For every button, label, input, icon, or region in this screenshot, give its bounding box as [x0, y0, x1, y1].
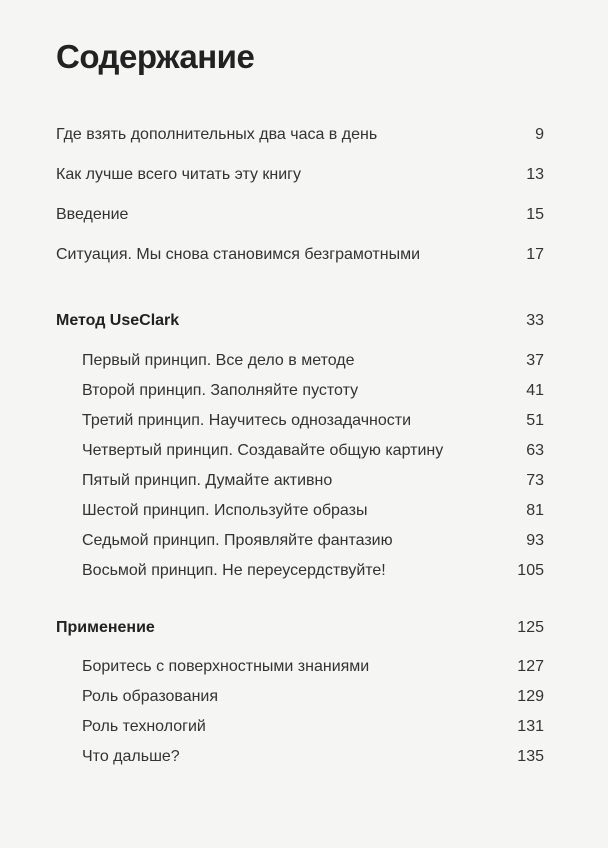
toc-entry-label: Четвертый принцип. Создавайте общую картину: [82, 442, 444, 459]
toc-entry[interactable]: [0, 243, 608, 267]
toc-section-label: Метод UseClark: [56, 312, 180, 329]
toc-entry[interactable]: [0, 529, 608, 553]
toc-entry-page: 105: [517, 562, 544, 579]
toc-entry-page: 51: [526, 412, 544, 429]
toc-entry-page: 73: [526, 472, 544, 489]
page-title: Содержание: [56, 38, 255, 75]
toc-entry-label: Третий принцип. Научитесь однозадачности: [82, 412, 412, 429]
toc-entry-label: Восьмой принцип. Не переусердствуйте!: [82, 562, 386, 579]
toc-section-heading[interactable]: [0, 309, 608, 333]
toc-entry-page: 41: [526, 382, 544, 399]
toc-entry-label: Введение: [56, 206, 129, 223]
toc-section-label: Применение: [56, 619, 155, 636]
toc-entry[interactable]: [0, 469, 608, 493]
toc-entry-page: 9: [535, 126, 544, 143]
toc-entry-page: 93: [526, 532, 544, 549]
toc-entry[interactable]: [0, 559, 608, 583]
toc-entry-page: 63: [526, 442, 544, 459]
toc-entry[interactable]: [0, 439, 608, 463]
toc-entry-page: 15: [526, 206, 544, 223]
toc-entry[interactable]: [0, 655, 608, 679]
toc-entry-page: 131: [517, 718, 544, 735]
toc-entry[interactable]: [0, 715, 608, 739]
toc-entry[interactable]: [0, 499, 608, 523]
toc-entry[interactable]: [0, 409, 608, 433]
toc-entry-page: 129: [517, 688, 544, 705]
toc-entry-label: Роль технологий: [82, 718, 206, 735]
toc-entry-label: Ситуация. Мы снова становимся безграмотными: [56, 246, 421, 263]
toc-entry-label: Что дальше?: [82, 748, 180, 765]
toc-entry-label: Шестой принцип. Используйте образы: [82, 502, 368, 519]
toc-section-page: 33: [526, 312, 544, 329]
toc-entry-page: 81: [526, 502, 544, 519]
toc-entry[interactable]: [0, 163, 608, 187]
toc-entry-page: 127: [517, 658, 544, 675]
toc-entry-label: Роль образования: [82, 688, 219, 705]
toc-entry-label: Боритесь с поверхностными знаниями: [82, 658, 370, 675]
toc-entry-label: Второй принцип. Заполняйте пустоту: [82, 382, 359, 399]
toc-entry-label: Где взять дополнительных два часа в день: [56, 126, 378, 143]
toc-entry[interactable]: [0, 349, 608, 373]
toc-entry[interactable]: [0, 685, 608, 709]
toc-entry[interactable]: [0, 123, 608, 147]
toc-entry-label: Седьмой принцип. Проявляйте фантазию: [82, 532, 393, 549]
toc-section-page: 125: [517, 619, 544, 636]
toc-entry[interactable]: [0, 379, 608, 403]
toc-entry-page: 37: [526, 352, 544, 369]
toc-entry-page: 17: [526, 246, 544, 263]
toc-entry-label: Пятый принцип. Думайте активно: [82, 472, 333, 489]
toc-entry-page: 135: [517, 748, 544, 765]
toc-entry-label: Как лучше всего читать эту книгу: [56, 166, 302, 183]
toc-entry[interactable]: [0, 203, 608, 227]
toc-section-heading[interactable]: [0, 616, 608, 640]
toc-entry-page: 13: [526, 166, 544, 183]
toc-entry[interactable]: [0, 745, 608, 769]
toc-entry-label: Первый принцип. Все дело в методе: [82, 352, 355, 369]
